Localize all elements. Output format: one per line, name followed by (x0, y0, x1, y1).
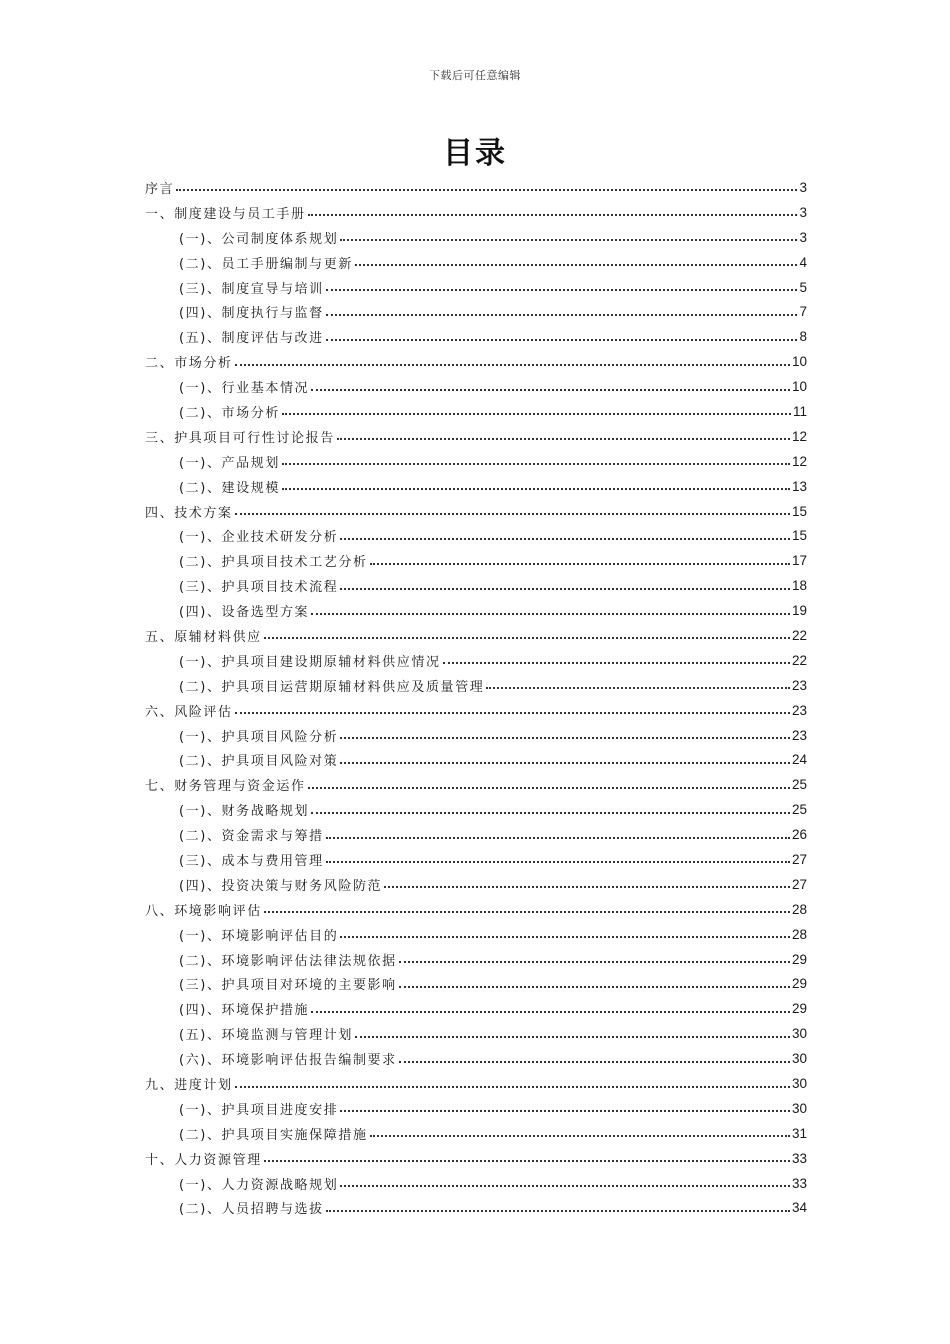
dot-leader (264, 637, 790, 639)
toc-entry[interactable] (145, 1021, 807, 1046)
toc-entry-page-number: 12 (791, 428, 807, 444)
dot-leader (282, 413, 791, 415)
toc-entry-page-number: 10 (791, 354, 807, 370)
toc-entry-label: (三)、成本与费用管理 (179, 853, 324, 869)
dot-leader (264, 911, 790, 913)
toc-entry-page-number: 5 (799, 279, 807, 295)
toc-entry-page-number: 11 (792, 403, 807, 419)
toc-entry-page-number: 15 (791, 503, 807, 519)
toc-entry-label: 五、原辅材料供应 (145, 629, 262, 645)
toc-entry[interactable] (145, 723, 807, 748)
toc-entry-label: (四)、制度执行与监督 (179, 306, 324, 322)
toc-entry[interactable] (145, 772, 807, 797)
toc-entry-page-number: 33 (791, 1150, 807, 1166)
dot-leader (308, 787, 790, 789)
toc-entry-page-number: 28 (791, 901, 807, 917)
toc-entry[interactable] (145, 698, 807, 723)
toc-entry-label: (三)、护具项目对环境的主要影响 (179, 978, 397, 994)
toc-entry-label: (三)、护具项目技术流程 (179, 580, 339, 596)
toc-entry-label: 十、人力资源管理 (145, 1152, 262, 1168)
dot-leader (235, 364, 790, 366)
toc-entry-label: (一)、护具项目进度安排 (179, 1102, 339, 1118)
toc-entry-page-number: 27 (791, 851, 807, 867)
toc-entry-label: (二)、资金需求与筹措 (179, 829, 324, 845)
toc-entry[interactable] (145, 872, 807, 897)
toc-entry[interactable] (145, 623, 807, 648)
toc-entry-label: (一)、产品规划 (179, 455, 280, 471)
dot-leader (235, 712, 790, 714)
toc-entry-label: (二)、护具项目技术工艺分析 (179, 555, 368, 571)
toc-entry-label: (六)、环境影响评估报告编制要求 (179, 1053, 397, 1069)
toc-entry-page-number: 23 (791, 702, 807, 718)
toc-title: 目录 (443, 136, 507, 171)
toc-entry-page-number: 30 (791, 1076, 807, 1091)
toc-entry[interactable] (145, 822, 807, 847)
toc-entry-label: (五)、环境监测与管理计划 (179, 1028, 353, 1044)
toc-entry-label: (二)、市场分析 (179, 405, 280, 421)
toc-entry[interactable] (145, 275, 807, 300)
toc-entry-page-number: 29 (791, 976, 807, 992)
toc-entry[interactable] (145, 374, 807, 399)
toc-entry-label: (一)、护具项目风险分析 (179, 729, 339, 745)
toc-entry[interactable] (145, 922, 807, 947)
dot-leader (326, 289, 798, 291)
toc-entry-label: 一、制度建设与员工手册 (145, 206, 306, 222)
toc-entry-label: 序言 (145, 181, 175, 197)
toc-entry[interactable] (145, 972, 807, 997)
dot-leader (264, 1160, 790, 1162)
toc-entry[interactable] (145, 449, 807, 474)
toc-entry-label: (五)、制度评估与改进 (179, 331, 324, 347)
toc-entry[interactable] (145, 573, 807, 598)
toc-entry-page-number: 15 (791, 528, 807, 544)
toc-entry[interactable] (145, 1071, 807, 1096)
toc-entry-page-number: 34 (791, 1200, 807, 1216)
toc-entry[interactable] (145, 598, 807, 623)
toc-entry-label: (一)、环境影响评估目的 (179, 928, 339, 944)
dot-leader (340, 737, 790, 739)
toc-entry-page-number: 22 (791, 652, 807, 668)
toc-entry-label: 二、市场分析 (145, 356, 233, 372)
toc-entry[interactable] (145, 523, 807, 548)
toc-entry-page-number: 23 (791, 727, 807, 743)
toc-entry[interactable] (145, 1146, 807, 1171)
dot-leader (311, 613, 790, 615)
toc-entry-page-number: 3 (799, 204, 807, 220)
toc-entry[interactable] (145, 797, 807, 822)
toc-entry[interactable] (145, 1046, 807, 1071)
toc-entry-label: (四)、投资决策与财务风险防范 (179, 878, 383, 894)
toc-entry-page-number: 12 (791, 453, 807, 469)
toc-entry-label: (二)、建设规模 (179, 480, 280, 496)
toc-entry-label: (二)、护具项目风险对策 (179, 754, 339, 770)
toc-entry[interactable] (145, 897, 807, 922)
dot-leader (399, 961, 790, 963)
dot-leader (355, 264, 798, 266)
toc-entry-page-number: 30 (791, 1051, 807, 1067)
toc-entry-label: 六、风险评估 (145, 704, 233, 720)
toc-entry[interactable] (145, 324, 807, 349)
toc-entry[interactable] (145, 1196, 807, 1221)
toc-entry-label: (四)、设备选型方案 (179, 605, 310, 621)
toc-entry-label: (四)、环境保护措施 (179, 1003, 310, 1019)
toc-entry[interactable] (145, 474, 807, 499)
toc-entry[interactable] (145, 499, 807, 524)
toc-entry-label: 三、护具项目可行性讨论报告 (145, 430, 335, 446)
toc-entry-page-number: 27 (791, 876, 807, 892)
toc-entry-page-number: 3 (799, 179, 807, 195)
toc-entry-label: 七、财务管理与资金运作 (145, 779, 306, 795)
dot-leader (311, 389, 790, 391)
toc-entry-label: 八、环境影响评估 (145, 903, 262, 919)
toc-entry-page-number: 30 (791, 1026, 807, 1042)
dot-leader (337, 438, 790, 440)
dot-leader (311, 812, 790, 814)
toc-entry[interactable] (145, 225, 807, 250)
toc-entry[interactable] (145, 673, 807, 698)
toc-entry-page-number: 30 (791, 1100, 807, 1116)
toc-entry-page-number: 23 (791, 677, 807, 693)
toc-entry[interactable] (145, 200, 807, 225)
toc-entry-page-number: 24 (791, 752, 807, 768)
dot-leader (384, 886, 790, 888)
dot-leader (326, 1210, 790, 1212)
toc-entry-label: (一)、人力资源战略规划 (179, 1177, 339, 1193)
toc-entry-page-number: 29 (791, 1001, 807, 1017)
dot-leader (399, 1061, 790, 1063)
toc-entry-label: (一)、公司制度体系规划 (179, 231, 339, 247)
dot-leader (326, 339, 798, 341)
toc-entry[interactable] (145, 424, 807, 449)
toc-entry-page-number: 13 (791, 478, 807, 494)
dot-leader (235, 1086, 790, 1088)
toc-entry[interactable] (145, 250, 807, 275)
dot-leader (308, 214, 798, 216)
toc-entry-page-number: 28 (791, 926, 807, 942)
toc-entry-label: 九、进度计划 (145, 1078, 233, 1093)
dot-leader (282, 488, 790, 490)
toc-entry[interactable] (145, 175, 807, 200)
toc-entry[interactable] (145, 747, 807, 772)
toc-entry-label: (一)、护具项目建设期原辅材料供应情况 (179, 654, 441, 670)
toc-entry-label: (二)、环境影响评估法律法规依据 (179, 953, 397, 969)
toc-entry-page-number: 8 (799, 329, 807, 345)
dot-leader (443, 662, 790, 664)
dot-leader (370, 1135, 790, 1137)
toc-entry-label: (三)、制度宣导与培训 (179, 281, 324, 297)
dot-leader (340, 1110, 790, 1112)
dot-leader (340, 588, 790, 590)
toc-entry-label: (二)、员工手册编制与更新 (179, 256, 353, 272)
toc-entry-page-number: 10 (791, 379, 807, 395)
toc-entry-page-number: 33 (791, 1175, 807, 1191)
dot-leader (235, 513, 790, 515)
toc-entry-page-number: 7 (799, 304, 807, 320)
toc-entry[interactable] (145, 996, 807, 1021)
toc-entry[interactable] (145, 648, 807, 673)
dot-leader (340, 239, 797, 241)
toc-entry[interactable] (145, 399, 807, 424)
toc-entry-page-number: 3 (799, 229, 807, 245)
toc-entry[interactable] (145, 548, 807, 573)
toc-entry[interactable] (145, 299, 807, 324)
toc-entry[interactable] (145, 349, 807, 374)
dot-leader (355, 1036, 790, 1038)
dot-leader (486, 687, 790, 689)
toc-entry-page-number: 25 (791, 777, 807, 793)
dot-leader (326, 861, 790, 863)
toc-entry-label: (二)、人员招聘与选拔 (179, 1202, 324, 1218)
toc-entry-page-number: 19 (791, 603, 807, 619)
dot-leader (340, 1185, 790, 1187)
toc-entry[interactable] (145, 1096, 807, 1121)
dot-leader (326, 837, 790, 839)
toc-entry-label: (二)、护具项目运营期原辅材料供应及质量管理 (179, 679, 485, 695)
toc-entry[interactable] (145, 947, 807, 972)
toc-entry-page-number: 31 (791, 1125, 807, 1141)
dot-leader (399, 986, 790, 988)
dot-leader (340, 936, 790, 938)
dot-leader (340, 762, 790, 764)
toc-entry-page-number: 26 (791, 827, 807, 843)
dot-leader (340, 538, 790, 540)
toc-entry[interactable] (145, 1171, 807, 1196)
dot-leader (326, 314, 798, 316)
toc-entry-page-number: 25 (791, 802, 807, 818)
dot-leader (176, 189, 797, 191)
dot-leader (282, 463, 790, 465)
table-of-contents (145, 175, 807, 1220)
toc-entry[interactable] (145, 847, 807, 872)
toc-entry-label: 四、技术方案 (145, 505, 233, 521)
toc-entry-label: (二)、护具项目实施保障措施 (179, 1127, 368, 1143)
toc-entry-page-number: 17 (791, 553, 807, 569)
dot-leader (370, 563, 790, 565)
toc-entry-label: (一)、行业基本情况 (179, 381, 310, 397)
toc-entry-label: (一)、财务战略规划 (179, 804, 310, 820)
toc-entry-page-number: 4 (799, 254, 807, 270)
toc-entry-page-number: 29 (791, 951, 807, 967)
dot-leader (311, 1011, 790, 1013)
toc-entry-label: (一)、企业技术研发分析 (179, 530, 339, 546)
toc-entry-page-number: 22 (791, 627, 807, 643)
toc-entry[interactable] (145, 1121, 807, 1146)
header-note: 下载后可任意编辑 (429, 69, 521, 82)
toc-entry-page-number: 18 (791, 578, 807, 594)
